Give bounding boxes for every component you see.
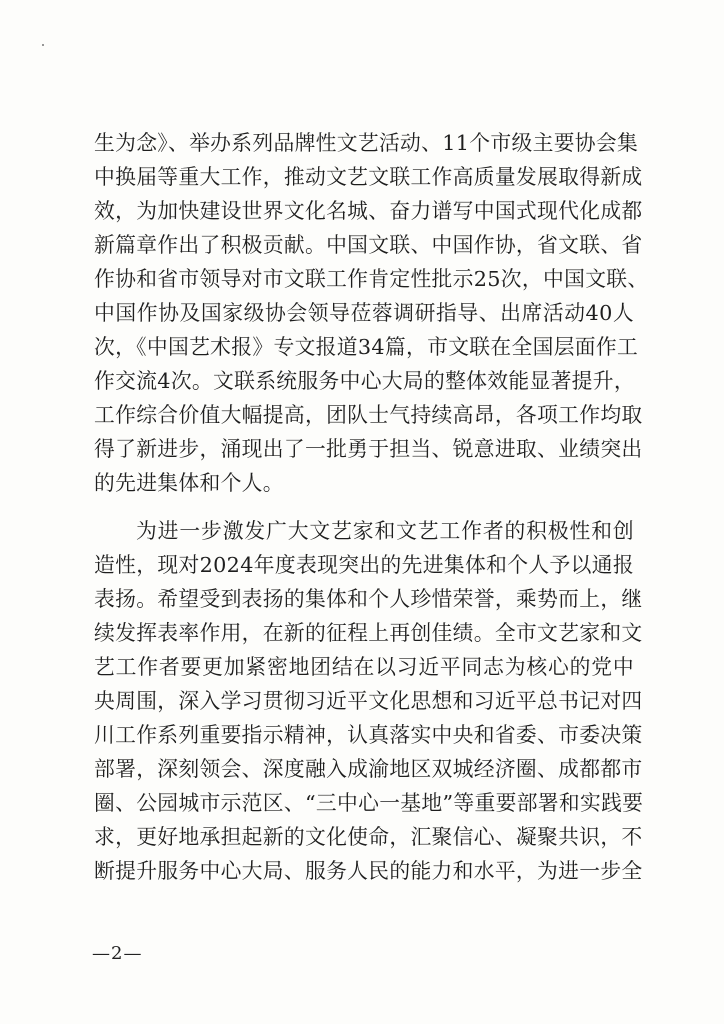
scan-speck — [42, 44, 44, 46]
text-line: 得了新进步，涌现出了一批勇于担当、锐意进取、业绩突出 — [94, 437, 643, 461]
text-line: 作交流4次。文联系统服务中心大局的整体效能显著提升， — [94, 369, 635, 393]
paragraph-1 — [94, 126, 649, 500]
text-line: 表扬。希望受到表扬的集体和个人珍惜荣誉，乘势而上，继 — [94, 587, 643, 611]
text-line: 工作综合价值大幅提高，团队士气持续高昂，各项工作均取 — [94, 403, 643, 427]
paragraph-gap — [94, 500, 634, 514]
text-line: 艺工作者要更加紧密地团结在以习近平同志为核心的党中 — [94, 655, 634, 679]
text-line: 次，《中国艺术报》专文报道34篇，市文联在全国层面作工 — [94, 335, 639, 359]
text-line: 部署，深刻领会、深度融入成渝地区双城经济圈、成都都市 — [94, 757, 643, 781]
text-line: 新篇章作出了积极贡献。中国文联、中国作协，省文联、省 — [94, 233, 643, 257]
text-line: 造性，现对2024年度表现突出的先进集体和个人予以通报 — [94, 553, 634, 577]
text-line: 生为念》、举办系列品牌性文艺活动、11个市级主要协会集 — [94, 131, 639, 155]
text-line: 中换届等重大工作，推动文艺文联工作高质量发展取得新成 — [94, 165, 643, 189]
text-line: 断提升服务中心大局、服务人民的能力和水平，为进一步全 — [94, 859, 643, 883]
body-text — [94, 126, 649, 888]
text-line: 求，更好地承担起新的文化使命，汇聚信心、凝聚共识，不 — [94, 825, 643, 849]
text-line: 效，为加快建设世界文化名城、奋力谱写中国式现代化成都 — [94, 199, 643, 223]
text-line: 川工作系列重要指示精神，认真落实中央和省委、市委决策 — [94, 723, 643, 747]
paragraph-2 — [94, 514, 644, 888]
text-line: 续发挥表率作用，在新的征程上再创佳绩。全市文艺家和文 — [94, 621, 643, 645]
text-line: 的先进集体和个人。 — [94, 471, 284, 495]
text-line: 中国作协及国家级协会领导莅蓉调研指导、出席活动40人 — [94, 301, 634, 325]
text-line: 圈、公园城市示范区、“三中心一基地”等重要部署和实践要 — [94, 791, 644, 815]
text-line: 为进一步激发广大文艺家和文艺工作者的积极性和创 — [136, 519, 634, 543]
page-number: —2— — [92, 943, 143, 964]
text-line: 央周围，深入学习贯彻习近平文化思想和习近平总书记对四 — [94, 689, 643, 713]
text-line: 作协和省市领导对市文联工作肯定性批示25次，中国文联、 — [94, 267, 649, 291]
